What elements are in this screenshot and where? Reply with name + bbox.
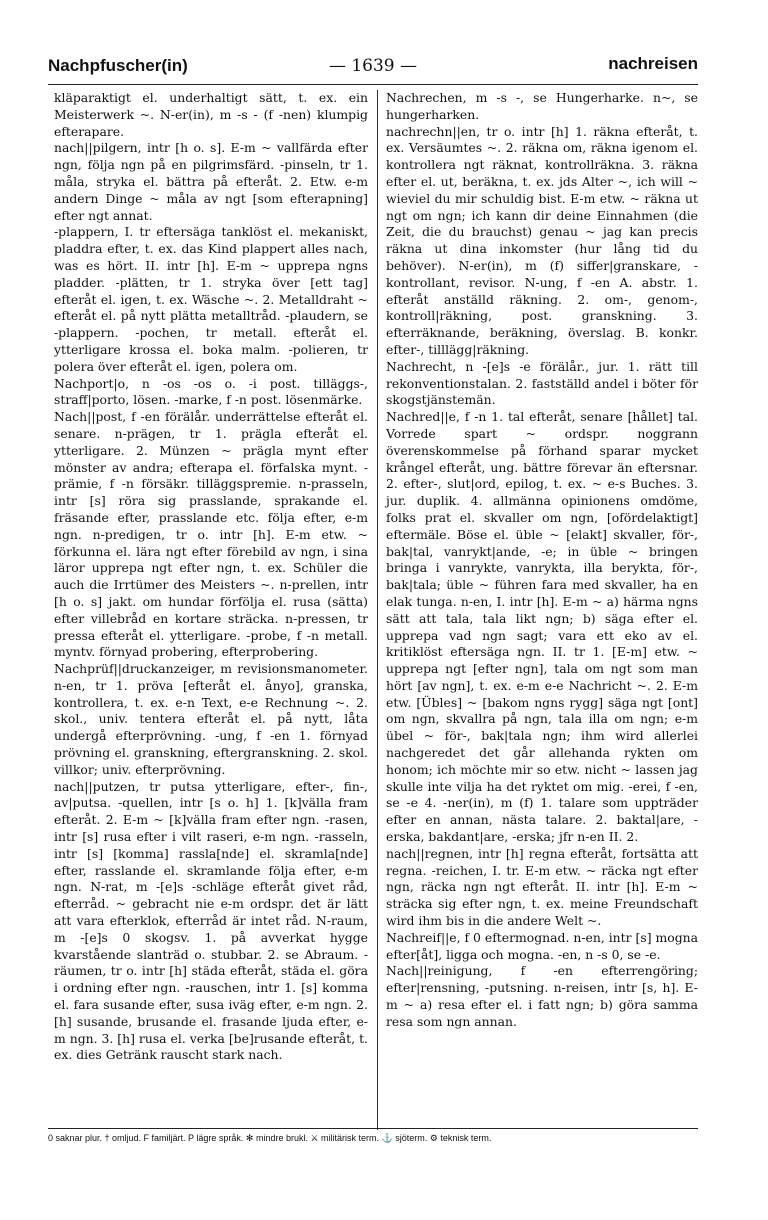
right-column	[386, 90, 698, 1031]
dictionary-entry: nach||putzen, tr putsa ytterligare, efter-, fin-, av|putsa. -quellen, intr [s o. h] 1. [k]välla fram efteråt. 2. E-m ~ [k]välla fram efter ngn. -rasen, intr [s] rusa efter i vilt raseri, e-m ngn. -rasseln, intr [s] [komma] rassla[nde] el. skramla[nde] efter, rasslande el. skramlande följa efter, e-m ngn. N-rat, m -[e]s -schläge efteråt givet råd, efterråd. ~ gebracht nie e-m ordspr. det är lätt att vara efterklok, efterråd är intet råd. N-raum, m -[e]s 0 skogsv. 1. på avverkat hygge kvarstående slanträd o. stubbar. 2. se Abraum. -räumen, tr o. intr [h] städa efteråt, städa el. göra i ordning efter ngn. -rauschen, intr 1. [s] komma el. fara susande efter, susa iväg efter, e-m ngn. 2. [h] susande, brusande el. frasande ljuda efter, e-m ngn. 3. [h] rusa el. verka [be]rusande efteråt, t. ex. dies Getränk rauscht stark nach.	[54, 778, 368, 1063]
dictionary-entry: Nachport|o, n -os -os o. -i post. tilläggs-, straff|porto, lösen. -marke, f -n post. lösenmärke.	[54, 375, 368, 408]
dictionary-entry: nachrechn||en, tr o. intr [h] 1. räkna efteråt, t. ex. Versäumtes ~. 2. räkna om, räkna igenom el. kontrollera ngt räknat, kontrollräkna. 3. räkna efter el. ut, beräkna, t. ex. jds Alter ~, ich will ~ wieviel du mir schuldig bist. E-m etw. ~ räkna ut ngt om ngn; ich kann dir deine Einnahmen (die Zeit, die du brauchst) genau ~ jag kan precis räkna ut dina inkomster (hur lång tid du behöver). N-er(in), m (f) siffer|granskare, -kontrollant, revisor. N-ung, f -en A. abstr. 1. efteråt anställd räkning. 2. om-, genom-, kontroll|räkning, post. granskning. 3. efterräknande, beräkning, överslag. B. konkr. efter-, tilllägg|räkning.	[386, 123, 698, 357]
dictionary-entry: Nachrecht, n -[e]s -e förälår., jur. 1. rätt till rekonventionstalan. 2. fastställd andel i böter för skogstjänstemän.	[386, 358, 698, 408]
dictionary-entry: Nachrechen, m -s -, se Hungerharke. n~, se hungerharken.	[386, 90, 698, 122]
dictionary-entry: Nach||post, f -en förälår. underrättelse efteråt el. senare. n-prägen, tr 1. prägla efteråt el. ytterligare. 2. Münzen ~ prägla mynt efter mönster av andra; efterapa el. förfalska mynt. -prämie, f -n försäkr. tilläggspremie. n-prasseln, intr [s] röra sig prasslande, sprakande el. fräsande efter, prasslande etc. följa efter, e-m ngn. n-predigen, tr o. intr [h]. E-m etw. ~ förkunna el. lära ngt efter förebild av ngn, i sina läror upprepa ngt efter ngn, t. ex. Schüler die auch die Irrtümer des Meisters ~. n-prellen, intr [h o. s] jakt. om hundar förfölja el. rusa (sätta) efter villebråd en kortare sträcka. n-pressen, tr pressa efteråt el. ytterligare. -probe, f -n metall. myntv. förnyad probering, efterprobering.	[54, 409, 368, 660]
dictionary-entry: -plappern, I. tr eftersäga tanklöst el. mekaniskt, pladdra efter, t. ex. das Kind plappert alles nach, was es hört. II. intr [h]. E-m ~ upprepa ngns pladder. -plätten, tr 1. stryka över [ett tag] efteråt el. igen, t. ex. Wäsche ~. 2. Metalldraht ~ efteråt el. på nytt plätta metalltråd. -plaudern, se -plappern. -pochen, tr metall. efteråt el. ytterligare krossa el. boka malm. -polieren, tr polera över efteråt el. igen, polera om.	[54, 224, 368, 374]
dictionary-entry: kläparaktigt el. underhaltigt sätt, t. ex. ein Meisterwerk ~. N-er(in), m -s - (f -nen) klumpig efterapare.	[54, 90, 368, 139]
dictionary-entry: Nachprüf||druckanzeiger, m revisionsmanometer. n-en, tr 1. pröva [efteråt el. ånyo], granska, kontrollera, t. ex. e-n Text, e-e Rechnung ~. 2. skol., univ. tentera efteråt el. på nytt, låta undergå efterprövning. -ung, f -en 1. förnyad prövning el. granskning, eftergranskning. 2. skol. villkor; univ. efterprövning.	[54, 661, 368, 777]
dictionary-entry: Nachred||e, f -n 1. tal efteråt, senare [hållet] tal. Vorrede spart ~ ordspr. noggrann överenskommelse på förhand sparar mycket krångel efteråt, ung. bättre förevar än eftersnar. 2. efter-, slut|ord, epilog, t. ex. ~ e-s Buches. 3. jur. duplik. 4. allmänna opinionens omdöme, folks prat el. skvaller om ngn, [ofördelaktigt] eftermäle. Böse el. üble ~ [elakt] skvaller, för-, bak|tal, vanrykt|ande, -e; in üble ~ bringen bringa i vanrykte, vanrykta, illa berykta, för-, bak|tala; üble ~ führen fara med skvaller, ha en elak tunga. n-en, I. intr [h]. E-m ~ a) härma ngns sätt att tala, tala likt ngn; b) säga efter el. upprepa vad ngn sagt; vara ett eko av el. kritiklöst eftersäga ngn. II. tr 1. [E-m] etw. ~ upprepa ngt [efter ngn], tala om ngt som man hört [av ngn], t. ex. e-m e-e Nachricht ~. 2. E-m etw. [Übles] ~ [bakom ngns rygg] säga ngt [ont] om ngn, skvallra på ngn, tala illa om ngn; e-m übel ~ för-, bak|tala ngn; ihm wird allerlei nachgeredet det går allehanda rykten om honom; ich möchte mir so etw. nicht ~ lassen jag skulle inte vilja ha det ryktet om mig. -erei, f -en, se -e 4. -ner(in), m (f) 1. talare som uppträder efter en annan, nästa talare. 2. baktal|are, -erska, bakdant|are, -erska; jfr n-en II. 2.	[386, 409, 698, 845]
column-divider	[377, 90, 378, 1130]
dictionary-entry: nach||pilgern, intr [h o. s]. E-m ~ vallfärda efter ngn, följa ngn på en pilgrimsfärd. -pinseln, tr 1. måla, stryka el. bättra på efteråt. 2. Etw. e-m andern Dinge ~ måla av ngt [som efterapning] efter ngt annat.	[54, 140, 368, 223]
page-header	[48, 52, 698, 85]
page-number: — 1639 —	[328, 56, 418, 76]
dictionary-entry: nach||regnen, intr [h] regna efteråt, fortsätta att regna. -reichen, I. tr. E-m etw. ~ räcka ngt efter ngn, räcka ngn ngt efteråt. II. intr [h]. E-m ~ sträcka sig efter ngn, t. ex. meine Freundschaft wird ihm bis in die andere Welt ~.	[386, 845, 698, 929]
running-head-first-word: Nachpfuscher(in)	[48, 56, 188, 75]
left-column	[54, 90, 368, 1064]
dictionary-entry: Nach||reinigung, f -en efterrengöring; efter|rensning, -putsning. n-reisen, intr [s, h]. E-m ~ a) resa efter el. i fatt ngn; b) göra samma resa som ngn annan.	[386, 963, 698, 1029]
running-head-last-word: nachreisen	[608, 54, 698, 73]
abbreviation-legend: 0 saknar plur. † omljud. F familjärt. P lägre språk. ✻ mindre brukl. ⚔ militärisk term. ⚓ sjöterm. ⚙ teknisk term.	[48, 1128, 698, 1144]
dictionary-entry: Nachreif||e, f 0 eftermognad. n-en, intr [s] mogna efter[åt], ligga och mogna. -en, n -s 0, se -e.	[386, 929, 698, 962]
